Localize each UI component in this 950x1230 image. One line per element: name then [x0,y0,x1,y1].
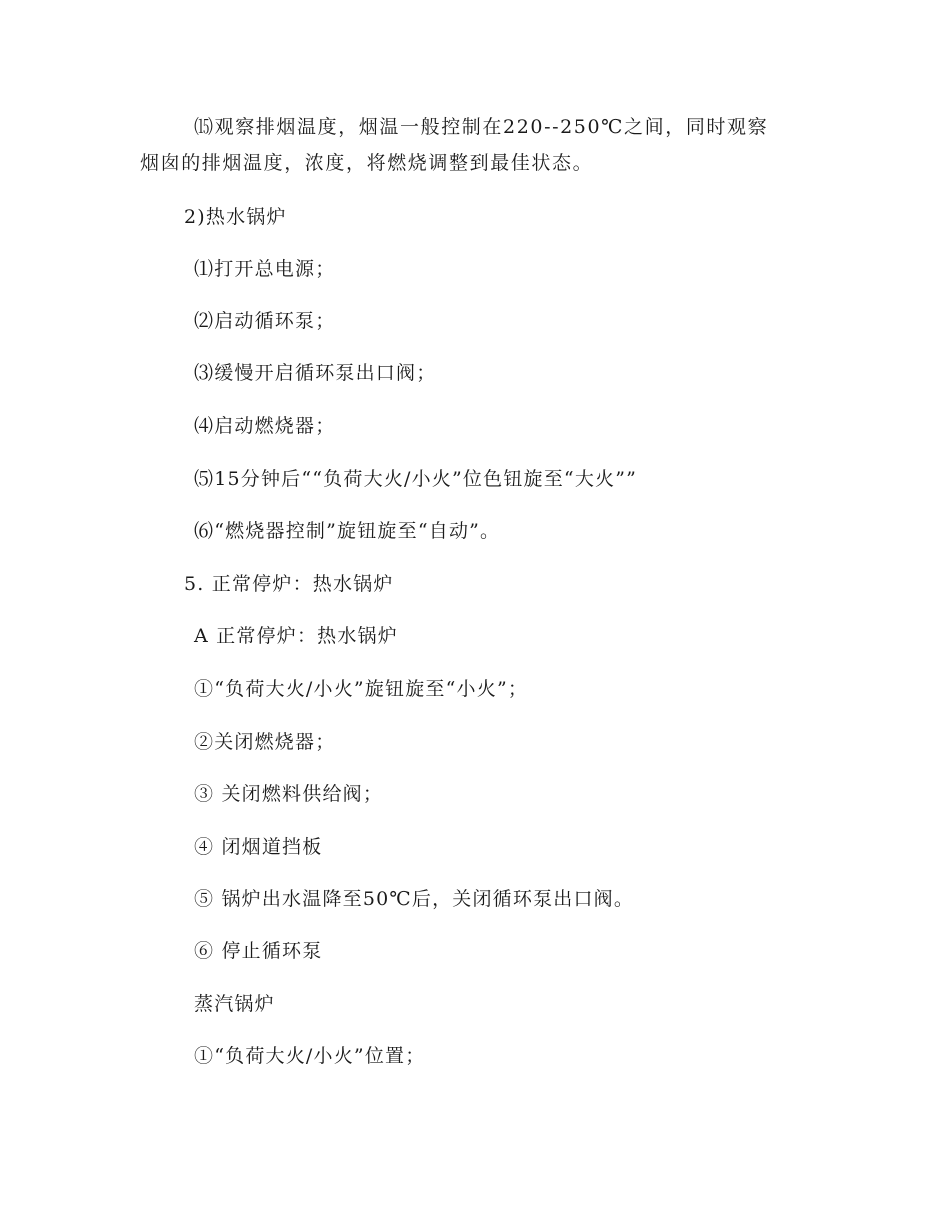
subsection-heading-normal-shutdown-a: A 正常停炉：热水锅炉 [194,625,398,647]
list-item: ⑹“燃烧器控制”旋钮旋至“自动”。 [194,520,501,542]
list-item: ②关闭燃烧器； [194,731,336,753]
section-heading-hot-water-boiler: 2)热水锅炉 [184,206,287,228]
list-item: ⑵启动循环泵； [194,310,336,332]
list-item: ③ 关闭燃料供给阀； [194,783,384,805]
list-item: ⑥ 停止循环泵 [194,940,323,962]
list-item: ⑶缓慢开启循环泵出口阀； [194,362,437,384]
list-item: ④ 闭烟道挡板 [194,836,323,858]
section-heading-normal-shutdown: 5. 正常停炉：热水锅炉 [184,573,394,595]
subsection-heading-steam-boiler: 蒸汽锅炉 [194,993,275,1015]
list-item: ⑴打开总电源； [194,258,336,280]
list-item: ①“负荷大火/小火”旋钮旋至“小火”； [194,678,529,700]
paragraph-step-15-line-1: ⒂观察排烟温度，烟温一般控制在220--250℃之间，同时观察 [194,116,769,138]
list-item: ①“负荷大火/小火”位置； [194,1045,426,1067]
list-item: ⑸15分钟后““负荷大火/小火”位色钮旋至“大火”” [194,468,638,490]
list-item: ⑷启动燃烧器； [194,415,336,437]
paragraph-step-15-line-2: 烟囱的排烟温度，浓度，将燃烧调整到最佳状态。 [140,152,594,174]
list-item: ⑤ 锅炉出水温降至50℃后，关闭循环泵出口阀。 [194,888,635,910]
